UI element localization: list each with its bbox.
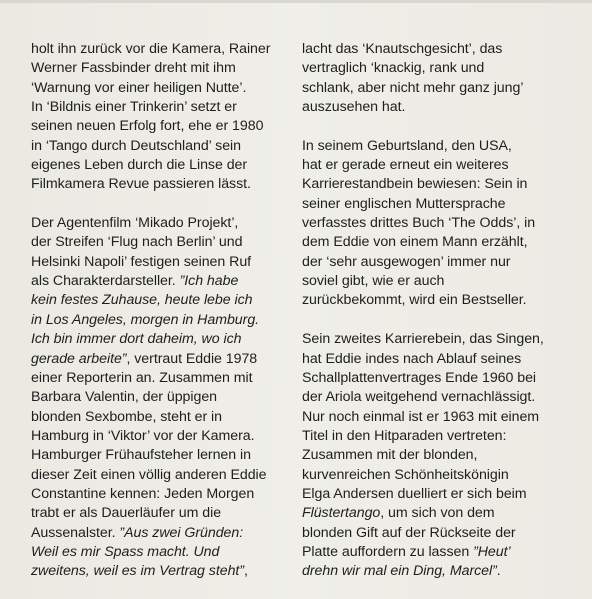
text-line <box>31 562 293 581</box>
text-segment: trabt er als Dauerläufer um die <box>31 505 222 522</box>
text-segment: Karrierestandbein bewiesen: Sein in <box>302 176 528 193</box>
text-segment: Elga Andersen duelliert er sich beim <box>302 485 527 502</box>
text-segment: , vertraut Eddie 1978 <box>126 350 258 367</box>
text-line <box>302 79 564 98</box>
italic-quote-segment: ”Ich habe <box>179 273 239 290</box>
page-top-edge <box>0 0 592 3</box>
text-segment: der Ariola weitgehend vernachlässigt. <box>302 389 536 406</box>
text-segment: Constantine kennen: Jeden Morgen <box>31 485 255 502</box>
text-line <box>31 79 293 98</box>
text-line <box>31 233 293 252</box>
paragraph-gap <box>302 311 564 330</box>
text-line <box>31 117 293 136</box>
text-segment: , um sich von dem <box>380 505 495 522</box>
text-line <box>302 446 564 465</box>
italic-quote-segment: in Los Angeles, morgen in Hamburg. <box>31 311 260 328</box>
text-segment: zurückbekommt, wird ein Bestseller. <box>302 292 527 309</box>
text-segment: Aussenalster. <box>31 524 120 541</box>
text-line <box>31 98 293 117</box>
text-segment: Filmkamera Revue passieren lässt. <box>31 176 251 193</box>
text-line <box>31 388 293 407</box>
paragraph <box>31 40 293 195</box>
paragraph-gap <box>31 195 293 214</box>
text-segment: soviel gibt, wie er auch <box>302 273 445 290</box>
text-segment: Zusammen mit der blonden, <box>302 447 478 464</box>
text-line <box>302 175 564 194</box>
text-segment: als Charakterdarsteller. <box>31 273 180 290</box>
text-line <box>302 524 564 543</box>
text-segment: blonden Gift auf der Rückseite der <box>302 524 516 541</box>
text-segment: dem Eddie von einem Mann erzählt, <box>302 234 528 251</box>
text-line <box>31 504 293 523</box>
italic-quote-segment: kein festes Zuhause, heute lebe ich <box>31 292 253 309</box>
text-segment: verfasstes drittes Buch ‘The Odds’, in <box>302 215 536 232</box>
text-line <box>302 330 564 349</box>
text-line <box>302 543 564 562</box>
text-segment: Werner Fassbinder dreht mit ihm <box>31 60 236 77</box>
text-segment: Schallplattenvertrages Ende 1960 bei <box>302 369 537 386</box>
text-line <box>31 466 293 485</box>
text-segment: lacht das ‘Knautschgesicht’, das <box>302 41 503 57</box>
text-line <box>302 350 564 369</box>
text-line <box>31 59 293 78</box>
left-text-column <box>31 40 293 582</box>
text-segment: Barbara Valentin, der üppigen <box>31 389 218 406</box>
text-line <box>31 311 293 330</box>
text-segment: in ‘Tango durch Deutschland’ sein <box>31 137 241 154</box>
text-line <box>302 504 564 523</box>
text-line <box>302 562 564 581</box>
text-segment: Der Agentenfilm ‘Mikado Projekt’, <box>31 215 239 232</box>
text-line <box>31 137 293 156</box>
text-segment: Platte auffordern zu lassen <box>302 543 474 560</box>
text-line <box>302 427 564 446</box>
text-line <box>302 408 564 427</box>
right-text-column <box>302 40 564 582</box>
text-segment: auszusehen hat. <box>302 99 406 116</box>
text-line <box>31 446 293 465</box>
text-segment: hat Eddie indes nach Ablauf seines <box>302 350 522 367</box>
text-segment: einer Reporterin an. Zusammen mit <box>31 369 253 386</box>
text-line <box>302 485 564 504</box>
text-line <box>302 466 564 485</box>
text-segment: Hamburger Frühaufsteher lernen in <box>31 447 251 464</box>
text-segment: . <box>496 563 501 580</box>
text-line <box>31 272 293 291</box>
text-segment: der Streifen ‘Flug nach Berlin’ und <box>31 234 243 251</box>
text-segment: Helsinki Napoli’ festigen seinen Ruf <box>31 253 252 270</box>
text-segment: holt ihn zurück vor die Kamera, Rainer <box>31 41 271 57</box>
text-segment: In seinem Geburtsland, den USA, <box>302 137 512 154</box>
italic-quote-segment: gerade arbeite” <box>31 350 127 367</box>
paragraph-gap <box>302 117 564 136</box>
italic-quote-segment: Flüstertango <box>302 505 381 522</box>
italic-quote-segment: Weil es mir Spass macht. Und <box>31 543 220 560</box>
text-segment: seiner englischen Muttersprache <box>302 195 506 212</box>
text-segment: hat er gerade erneut ein weiteres <box>302 157 509 174</box>
text-line <box>302 59 564 78</box>
italic-quote-segment: zweitens, weil es im Vertrag steht” <box>31 563 244 580</box>
text-line <box>31 253 293 272</box>
text-segment: , <box>243 563 248 580</box>
text-segment: schlank, aber nicht mehr ganz jung’ <box>302 79 524 96</box>
text-line <box>31 156 293 175</box>
text-line <box>31 350 293 369</box>
text-line <box>31 427 293 446</box>
text-line <box>302 137 564 156</box>
text-line <box>302 388 564 407</box>
text-line <box>31 291 293 310</box>
text-line <box>302 156 564 175</box>
text-line <box>302 214 564 233</box>
text-line <box>31 369 293 388</box>
paragraph <box>302 330 564 581</box>
italic-quote-segment: ”Heut’ <box>473 543 511 560</box>
text-line <box>31 408 293 427</box>
italic-quote-segment: drehn wir mal ein Ding, Marcel” <box>302 563 497 580</box>
text-line <box>302 98 564 117</box>
text-segment: vertraglich ‘knackig, rank und <box>302 60 485 77</box>
text-line <box>31 40 293 59</box>
text-line <box>31 175 293 194</box>
text-line <box>302 272 564 291</box>
paragraph <box>302 137 564 311</box>
text-line <box>302 291 564 310</box>
text-line <box>302 253 564 272</box>
text-line <box>31 330 293 349</box>
text-line <box>31 543 293 562</box>
text-segment: Hamburg in ‘Viktor’ vor der Kamera. <box>31 427 255 444</box>
text-line <box>302 40 564 59</box>
text-segment: In ‘Bildnis einer Trinkerin’ setzt er <box>31 99 237 116</box>
italic-quote-segment: Ich bin immer dort daheim, wo ich <box>31 331 242 348</box>
text-segment: blonden Sexbombe, steht er in <box>31 408 222 425</box>
italic-quote-segment: ”Aus zwei Gründen: <box>119 524 244 541</box>
text-segment: eigenes Leben durch die Linse der <box>31 157 248 174</box>
text-segment: Titel in den Hitparaden vertreten: <box>302 427 507 444</box>
paragraph <box>31 214 293 582</box>
text-segment: seinen neuen Erfolg fort, ehe er 1980 <box>31 118 264 135</box>
text-segment: Nur noch einmal ist er 1963 mit einem <box>302 408 540 425</box>
text-segment: ‘Warnung vor einer heiligen Nutte’. <box>31 79 247 96</box>
text-line <box>31 485 293 504</box>
text-segment: Sein zweites Karrierebein, das Singen, <box>302 331 544 348</box>
text-line <box>302 369 564 388</box>
text-segment: kurvenreichen Schönheitskönigin <box>302 466 509 483</box>
text-line <box>302 233 564 252</box>
text-line <box>302 195 564 214</box>
text-line <box>31 214 293 233</box>
paragraph <box>302 40 564 117</box>
text-segment: dieser Zeit einen völlig anderen Eddie <box>31 466 267 483</box>
text-line <box>31 524 293 543</box>
text-segment: der ‘sehr ausgewogen’ immer nur <box>302 253 511 270</box>
